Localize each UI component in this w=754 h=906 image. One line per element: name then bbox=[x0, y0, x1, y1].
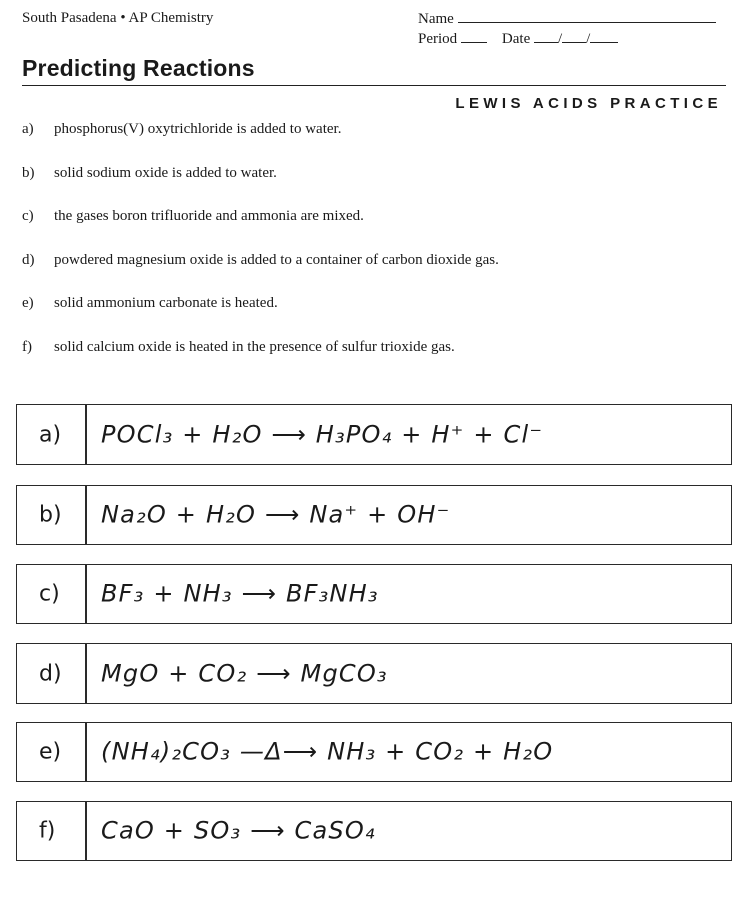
answer-box bbox=[16, 485, 732, 545]
question-letter: f) bbox=[22, 339, 32, 355]
answer-reaction: Na₂O + H₂O ⟶ Na⁺ + OH⁻ bbox=[101, 500, 451, 529]
date-day-blank bbox=[562, 29, 586, 43]
question-text: phosphorus(V) oxytrichloride is added to water. bbox=[54, 121, 342, 137]
question-letter: d) bbox=[22, 252, 35, 268]
date-year-blank bbox=[590, 29, 618, 43]
answer-divider bbox=[85, 405, 87, 464]
question-item bbox=[22, 295, 278, 312]
answer-divider bbox=[85, 802, 87, 860]
answer-reaction: CaO + SO₃ ⟶ CaSO₄ bbox=[101, 816, 376, 845]
school-course-label: South Pasadena • AP Chemistry bbox=[22, 10, 214, 26]
date-month-blank bbox=[534, 29, 558, 43]
title-divider bbox=[22, 85, 726, 86]
question-text: powdered magnesium oxide is added to a container of carbon dioxide gas. bbox=[54, 252, 499, 268]
question-item bbox=[22, 121, 341, 138]
name-label: Name bbox=[418, 11, 454, 27]
answer-reaction: BF₃ + NH₃ ⟶ BF₃NH₃ bbox=[101, 579, 379, 608]
page-title: Predicting Reactions bbox=[22, 55, 255, 81]
answer-letter: c) bbox=[39, 581, 60, 607]
question-item bbox=[22, 339, 455, 356]
answer-reaction: POCl₃ + H₂O ⟶ H₃PO₄ + H⁺ + Cl⁻ bbox=[101, 419, 544, 448]
answer-box bbox=[16, 801, 732, 861]
answer-divider bbox=[85, 486, 87, 544]
answer-letter: f) bbox=[39, 818, 56, 844]
question-text: solid ammonium carbonate is heated. bbox=[54, 295, 278, 311]
answer-letter: d) bbox=[39, 661, 62, 686]
question-text: the gases boron trifluoride and ammonia are mixed. bbox=[54, 208, 364, 224]
question-letter: b) bbox=[22, 165, 35, 181]
question-letter: e) bbox=[22, 295, 34, 311]
date-separator: / bbox=[558, 31, 563, 47]
question-letter: c) bbox=[22, 208, 34, 224]
answer-letter: e) bbox=[39, 739, 62, 765]
section-subtitle: LEWIS ACIDS PRACTICE bbox=[455, 95, 722, 112]
question-text: solid sodium oxide is added to water. bbox=[54, 165, 277, 181]
name-blank bbox=[458, 9, 716, 23]
period-label: Period bbox=[418, 31, 458, 47]
answer-reaction: (NH₄)₂CO₃ —Δ⟶ NH₃ + CO₂ + H₂O bbox=[101, 737, 554, 766]
answer-box bbox=[16, 404, 732, 465]
date-separator: / bbox=[586, 31, 591, 47]
answer-box bbox=[16, 722, 732, 782]
answer-reaction: MgO + CO₂ ⟶ MgCO₃ bbox=[101, 658, 388, 687]
name-row bbox=[418, 9, 716, 29]
question-item bbox=[22, 208, 364, 225]
answer-divider bbox=[85, 644, 87, 703]
question-item bbox=[22, 252, 499, 269]
question-letter: a) bbox=[22, 121, 34, 137]
period-blank bbox=[461, 29, 487, 43]
date-label: Date bbox=[501, 31, 531, 47]
answer-box bbox=[16, 564, 732, 624]
answer-divider bbox=[85, 565, 87, 623]
student-info-block bbox=[418, 9, 716, 49]
answer-letter: a) bbox=[39, 422, 62, 447]
question-item bbox=[22, 165, 277, 182]
answer-box bbox=[16, 643, 732, 704]
question-text: solid calcium oxide is heated in the presence of sulfur trioxide gas. bbox=[54, 339, 455, 355]
period-date-row bbox=[418, 29, 716, 49]
answer-divider bbox=[85, 723, 87, 781]
answer-letter: b) bbox=[39, 502, 62, 528]
